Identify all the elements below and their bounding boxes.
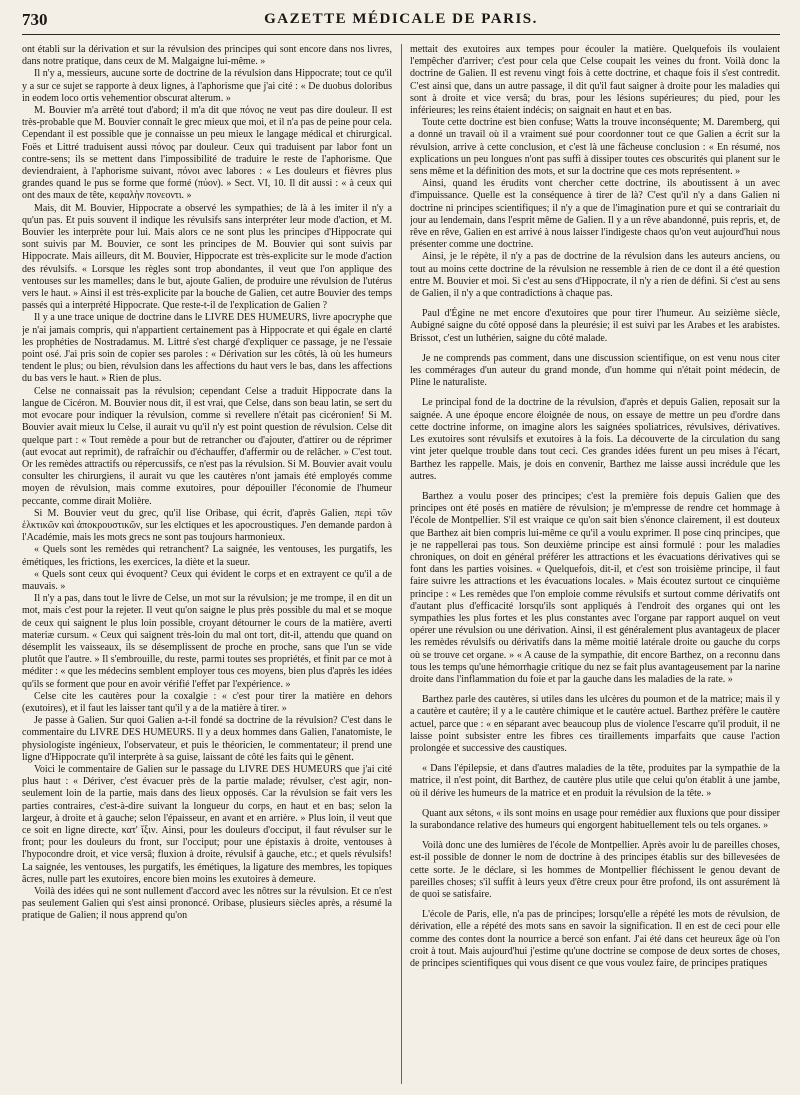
paragraph: Celse ne connaissait pas la révulsion; cependant Celse a traduit Hippocrate dans la langue de Cicéron. M. Bouvier nous dit, il est vrai, que Celse, dans son beau latin, se sert du mot evocare pour indiquer la révulsion, comme si revellere n'était pas cicéronien! Si M. Bouvier avait mieux lu Celse, il aurait vu qu'il n'y est point question de révulsion. Celse dit quelque part : « Tout remède a pour but de retrancher ou d'ajouter, d'attirer ou de réprimer (aut evocat aut reprimit), de rafraîchir ou d'échauffer, d'affermir ou de relâcher. » C'est tout. Or les remèdes attractifs ou répercussifs, ce n'est pas la révulsion. Si M. Bouvier avait voulu consulter les chirurgiens, il aurait vu que les cautères n'ont jamais été employés comme moyen de révulsion, mais comme exutoires, pour dépouiller l'économie de l'humeur peccante, comme dirait Molière. [22, 385, 392, 507]
paragraph: L'école de Paris, elle, n'a pas de principes; lorsqu'elle a répété les mots de révulsion, de dérivation, elle a répété des mots sans en savoir la signification. Il en est de ceci pour elle comme des contes dont la nourrice a bercé son enfant. J'ai été dans cet heureux âge où l'on croit à tout. Mais aujourd'hui j'estime qu'une doctrine se compose de deux sortes de choses, de principes scientifiques qui vous disent ce que vous voulez faire, de principes pratiques [410, 909, 780, 970]
paragraph: Paul d'Égine ne met encore d'exutoires que pour tirer l'humeur. Au seizième siècle, Aubigné saigne du côté opposé dans la pleurésie; il est suivi par les Arabes et les arabistes. Brissot, c'est un luthérien, saigne du côté malade. [410, 308, 780, 344]
paragraph: Il n'y a, messieurs, aucune sorte de doctrine de la révulsion dans Hippocrate; tout ce qu'il y a sur ce sujet se rapporte à deux lignes, à l'aphorisme que j'ai cité : « De duobus doloribus in eodem loco ortis vehementior obscurat alterum. » [22, 68, 392, 104]
paragraph: ont établi sur la dérivation et sur la révulsion des principes qui sont encore dans nos livres, dans notre pratique, dans ceux de M. Malgaigne lui-même. » [22, 44, 392, 68]
right-column [410, 44, 780, 1088]
paragraph: Ainsi, je le répète, il n'y a pas de doctrine de la révulsion dans les auteurs anciens, ou tout au moins cette doctrine de la révulsion ne ressemble à rien de ce dont il a été question entre M. Bouvier et moi. Si c'est au sens d'Hippocrate, il n'y a rien de défini. Si c'est au sens de Galien, il n'y a que contradictions à chaque pas. [410, 251, 780, 300]
paragraph: Mais, dit M. Bouvier, Hippocrate a observé les sympathies; de là à les imiter il n'y a qu'un pas. Et puis souvent il indique les révulsifs sans interpréter leur mode d'action, et M. Bouvier les interprète pour lui. Mais alors ce ne sont plus les principes d'Hippocrate qui sont suivis par M. Bouvier, ce sont les principes de M. Bouvier qui sont suivis par Hippocrate. Mais ailleurs, dit M. Bouvier, Hippocrate est très-explicite sur le mode d'action des révulsifs. « Lorsque les règles sont trop abondantes, il veut que l'on applique des ventouses sur les mamelles; dans le but, ajoute Galien, de produire une révulsion de l'utérus vers le haut. » Ainsi il est très-explicite par la bouche de Galien, cet autre Bouvier des temps passés qui a interprété Hippocrate. Que reste-t-il de l'explication de Galien ? [22, 202, 392, 312]
paragraph: Barthez a voulu poser des principes; c'est la première fois depuis Galien que des principes ont été posés en matière de révulsion; je m'empresse de rendre cet hommage à l'école de Montpellier. S'il est vraique ce qu'on sait bien s'énonce clairement, il est douteux que Barthez ait bien compris lui-même ce qu'il a voulu exprimer. Il pose cinq principes, que je ne rappellerai pas tous. Son deuxième principe est ainsi formulé : pour les maladies chroniques, on doit en général préférer les attractions et les évacuations dérivatives qui se font dans les parties voisines. « Quelquefois, dit-il, et c'est son troisième principe, il faut faire suivre les attractions et les évacuations locales. » Mais écoutez surtout ce cinquième principe : « Les remèdes que l'on emploie comme révulsifs et surtout comme dérivatifs ont d'autant plus d'efficacité lorsqu'ils sont appliqués à l'endroit des organes qui ont les sympathies les plus fortes et les plus constantes avec l'organe par rapport auquel on veut opérer une révulsion ou une dérivation. Ainsi, il est généralement plus avantageux de placer les remèdes révulsifs ou dérivatifs dans la même moitié latérale droite ou gauche du corps où se trouve cet organe. » « A cause de la sympathie, dit encore Barthez, on a reconnu dans tous les temps qu'une hémorrhagie critique du nez se fait plus avantageusement par la narine droite dans l'inflammation du foie et par la gauche dans les maladies de la rate. » [410, 490, 780, 685]
column-divider [401, 44, 402, 1084]
paragraph: Le principal fond de la doctrine de la révulsion, d'après et depuis Galien, reposait sur la saignée. A une époque encore éloignée de nous, on essaye de mettre un peu d'ordre dans cette doctrine informe, on imagine alors les saignées spoliatrices, révulsives, dérivatives. Les exutoires sont révulsifs et exutoires à la fois. La découverte de la circulation du sang vint jeter quelque trouble dans tout ceci. Ces grandes idées furent un peu mises à l'écart, Barthez les rappelle. Mais, je dois en convenir, Barthez me laisse aussi incrédule que les autres. [410, 397, 780, 482]
paragraph: Ainsi, quand les érudits vont chercher cette doctrine, ils aboutissent à un avec d'impuissance. Quelle est la conséquence à tirer de là? C'est qu'il n'y a dans Galien ni doctrine ni principes scientifiques; il n'y a que de l'imagination pure et qui se contrariait du jour au lendemain, dans l'esprit même de Galien. Il y a un rêve abandonné, puis repris, et, de rêve en rêve, Galien en est arrivé à nous laisser l'indigeste chaos qu'on veut aujourd'hui nous présenter comme une doctrine. [410, 178, 780, 251]
paragraph: M. Bouvier m'a arrêté tout d'abord; il m'a dit que πόνος ne veut pas dire douleur. Il est très-probable que M. Bouvier connaît le grec mieux que moi, et il n'a pas de peine pour cela. Cependant il est possible que je connaisse un peu mieux le langage médical et chirurgical. Foës et Littré traduisent aussi πόνος par douleur. Ceux qui traduisent par labor font un contre-sens; ils se mettent dans l'impossibilité de traduire le reste de l'aphorisme. Que deviendraient, à l'aphorisme suivant, πόνοι avec labores : « Les douleurs et fièvres plus grandes quand le pus se forme que formé (πύον). » Sect. VI, 10. Il dit aussi : « à ceux qui ont des maux de tête, κεφαλὴν πονεοντι. » [22, 105, 392, 202]
left-column [22, 44, 392, 1088]
paragraph: Si M. Bouvier veut du grec, qu'il lise Oribase, qui écrit, d'après Galien, περὶ τῶν ἑλκτικῶν καὶ ἀποκρουστικῶν, sur les elctiques et les apocroustiques. J'en demande pardon à l'Académie, mais les mots grecs ne sont pas toujours harmonieux. [22, 507, 392, 544]
paragraph: Voici le commentaire de Galien sur le passage du LIVRE DES HUMEURS que j'ai cité plus haut : « Dériver, c'est évacuer près de la partie malade; révulser, c'est agir, non-seulement loin de la partie, mais dans des lieux opposés. Car la révulsion se fait vers les parties contraires, c'est-à-dire suivant la longueur du corps, en haut et en bas; selon la largeur, à droite et à gauche; selon l'épaisseur, en avant et en arrière. » Plus loin, il veut que ce soit en ligne directe, κατ' ἴξιν. Ainsi, pour les douleurs d'occiput, il faut révulser sur le front; pour les douleurs du front, sur l'occiput; pour une épistaxis à droite, ventouses à l'hypocondre droit, et vice versâ; fluxion à droite, révulsif à gauche, etc.; et quels révulsifs! La saignée, les ventouses, les purgatifs, les émétiques, la ligature des membres, les topiques âcres, nulle part les exutoires, encore bien moins les exutoires à demeure. [22, 763, 392, 885]
paragraph: Il n'y a pas, dans tout le livre de Celse, un mot sur la révulsion; je me trompe, il en dit un mot, mais c'est pour la rejeter. Il veut qu'on saigne le plus près possible du mal et se moque de ceux qui saignent le plus loin possible, croyant détourner le cours de la matière, averti materiæ cursum. « Ceux qui saignent très-loin du mal ont tort, dit-il, attendu que quand on désemplit les vaisseaux, ils se désemplissent de proche en proche, sans que l'un se vide plutôt que l'autre. » Il s'embrouille, du reste, parmi toutes ses propriétés, et finit par ce mot à méditer : « que les médecins semblent employer tous ces moyens, bien plus d'après les idées qu'ils se forment que pour en avoir vérifié l'effet par l'expérience. » [22, 593, 392, 690]
journal-title: GAZETTE MÉDICALE DE PARIS. [264, 11, 538, 27]
paragraph: Je ne comprends pas comment, dans une discussion scientifique, on est venu nous citer les commérages d'un auteur du grand monde, d'un homme qui n'était point médecin, de Pline le naturaliste. [410, 352, 780, 389]
paragraph: Barthez parle des cautères, si utiles dans les ulcères du poumon et de la matrice; mais il y a cautère et cautère; il y a le cautère chimique et le cautère actuel. Barthez préfère le cautère actuel, parce que : « en séparant avec beaucoup plus de violence l'escarre qu'il produit, il ne laisse point subsister entre les fibres ces tiraillements imparfaits que cause l'action prolongée et successive des caustiques. [410, 694, 780, 754]
page-number: 730 [22, 10, 48, 29]
article-columns [22, 44, 780, 1088]
paragraph: mettait des exutoires aux tempes pour écouler la matière. Quelquefois ils voulaient l'empêcher d'arriver; c'est pour cela que Celse coupait les veines du front. Voilà donc la doctrine de Galien. Il est revenu vingt fois à cette doctrine, et chaque fois il s'est contredit. C'est ainsi que, dans un autre passage, il dit qu'il faut saigner à droite pour les maladies qui sont à droite et vice versâ; du bras, pour les lésions supérieures; du pied, pour les inférieures; les reins étaient indécis; on saignait en haut et en bas. [410, 44, 780, 117]
paragraph: Toute cette doctrine est bien confuse; Watts la trouve inconséquente; M. Daremberg, qui a donné un travail où il a vraiment sué pour coordonner tout ce que Galien a écrit sur la révulsion, arrive à cette conclusion, et c'est là une fâcheuse conclusion : « En résumé, nos explications un peu longues n'ont pas suffi à dissiper toutes ces obscurités qui planent sur le sens même et la définition des mots, et sur la doctrine que ces mots représentent. » [410, 117, 780, 178]
paragraph: Je passe à Galien. Sur quoi Galien a-t-il fondé sa doctrine de la révulsion? C'est dans le commentaire du LIVRE DES HUMEURS. Il y a deux hommes dans Galien, l'anatomiste, le physiologiste ingénieux, l'observateur, et puis le théoricien, le commentateur; il prend une ligne d'Hippocrate qu'il interprète à sa guise, laissant de côté les faits qui le gênent. [22, 715, 392, 763]
paragraph: « Dans l'épilepsie, et dans d'autres maladies de la tête, produites par la sympathie de la matrice, il n'est point, dit Barthez, de cautère plus utile que celui qu'on établit à une jambe, où il dérive les humeurs de la matrice et en produit la révulsion de la tête. » [410, 763, 780, 799]
paragraph: « Quels sont ceux qui évoquent? Ceux qui évident le corps et en extrayent ce qu'il a de mauvais. » [22, 568, 392, 592]
paragraph: Voilà donc une des lumières de l'école de Montpellier. Après avoir lu de pareilles choses, est-il possible de donner le nom de doctrine à des principes établis sur des billevesées de cette sorte. Je le déclare, si les hommes de Montpellier fléchissent le genou devant de pareilles choses; s'il suffit à leurs yeux d'être creux pour être profond, ils ont assurément là de quoi se satisfaire. [410, 840, 780, 900]
paragraph: Celse cite les cautères pour la coxalgie : « c'est pour tirer la matière en dehors (exutoires), et il faut les laisser tant qu'il y a de la matière à tirer. » [22, 690, 392, 714]
paragraph: « Quels sont les remèdes qui retranchent? La saignée, les ventouses, les purgatifs, les émétiques, les frictions, les exercices, la diète et la sueur. [22, 544, 392, 568]
paragraph: Quant aux sétons, « ils sont moins en usage pour remédier aux fluxions que pour dissiper la surabondance relative des humeurs qui engorgent habituellement tels ou tels organes. » [410, 807, 780, 831]
paragraph: Voilà des idées qui ne sont nullement d'accord avec les nôtres sur la révulsion. Et ce n'est pas seulement Galien qui s'est ainsi prononcé. Oribase, plusieurs siècles après, a résumé la pratique de Galien; il nous apprend qu'on [22, 886, 392, 922]
page-header [22, 8, 780, 35]
paragraph: Il y a une trace unique de doctrine dans le LIVRE DES HUMEURS, livre apocryphe que je n'ai jamais compris, qui n'appartient certainement pas à Hippocrate et qui égale en clarté les prophéties de Nostradamus. M. Littré s'est chargé d'expliquer ce passage, je ne l'essaie point osé. J'ai pris soin de copier ses paroles : « Dérivation sur les côtés, là où les humeurs tendent le plus; ou bien, révulsion dans les affections du haut vers le bas, dans les affections du bas vers le haut. » Rien de plus. [22, 312, 392, 385]
